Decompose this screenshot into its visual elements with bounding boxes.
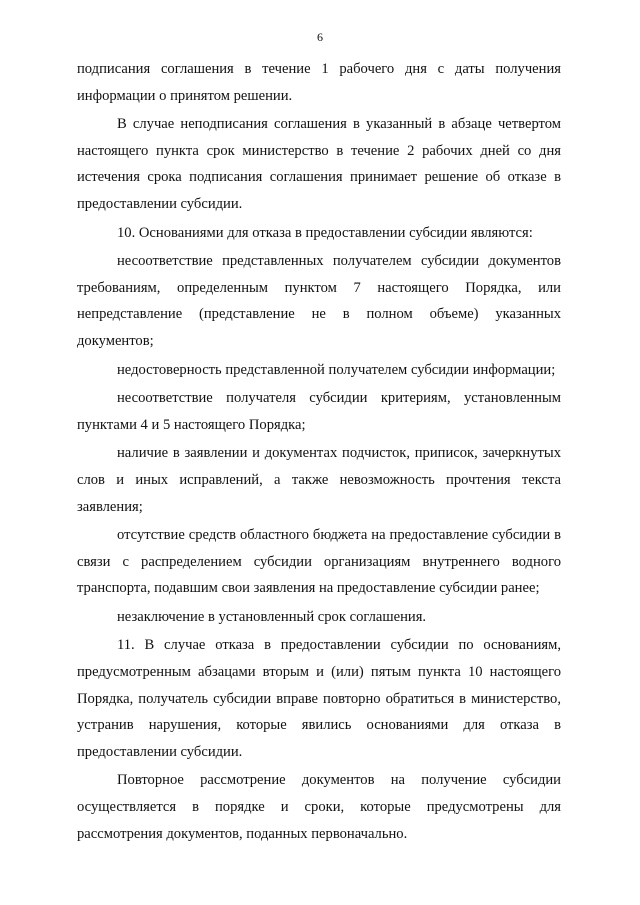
paragraph-clause-11: 11. В случае отказа в предоставлении субсидии по основаниям, предусмотренным абзацами вторым и (или) пятым пункта 10 настоящего Порядка, получатель субсидии вправе повторно обратиться в министерство, устранив нарушения, которые явились основаниями для отказа в предоставлении субсидии. bbox=[77, 637, 561, 760]
paragraph-ground-criteria: несоответствие получателя субсидии критериям, установленным пунктами 4 и 5 настоящего Порядка; bbox=[77, 390, 561, 433]
paragraph-repeat-review: Повторное рассмотрение документов на получение субсидии осуществляется в порядке и сроки, которые предусмотрены для рассмотрения документов, поданных первоначально. bbox=[77, 772, 561, 842]
paragraph-ground-no-agreement: незаключение в установленный срок соглашения. bbox=[117, 608, 427, 625]
document-body bbox=[77, 56, 561, 847]
paragraph-ground-corrections: наличие в заявлении и документах подчисток, приписок, зачеркнутых слов и иных исправлений, а также невозможность прочтения текста заявления; bbox=[77, 445, 561, 515]
paragraph-ground-noncompliance: несоответствие представленных получателем субсидии документов требованиям, определенным пунктом 7 настоящего Порядка, или непредставление (представление не в полном объеме) указанных документов; bbox=[77, 253, 561, 349]
paragraph-ground-unreliability: недостоверность представленной получателем субсидии информации; bbox=[117, 361, 556, 378]
paragraph-continuation: подписания соглашения в течение 1 рабочего дня с даты получения информации о принятом решении. bbox=[77, 61, 561, 104]
paragraph-clause-10: 10. Основаниями для отказа в предоставлении субсидии являются: bbox=[117, 224, 533, 241]
paragraph-non-signing: В случае неподписания соглашения в указанный в абзаце четвертом настоящего пункта срок министерство в течение 2 рабочих дней со дня истечения срока подписания соглашения принимает решение об отказе в предоставлении субсидии. bbox=[77, 116, 561, 212]
page-number: 6 bbox=[317, 30, 323, 44]
paragraph-ground-no-funds: отсутствие средств областного бюджета на предоставление субсидии в связи с распределением субсидии организациям внутреннего водного транспорта, подавшим свои заявления на предоставление субсидии ранее; bbox=[77, 527, 561, 597]
